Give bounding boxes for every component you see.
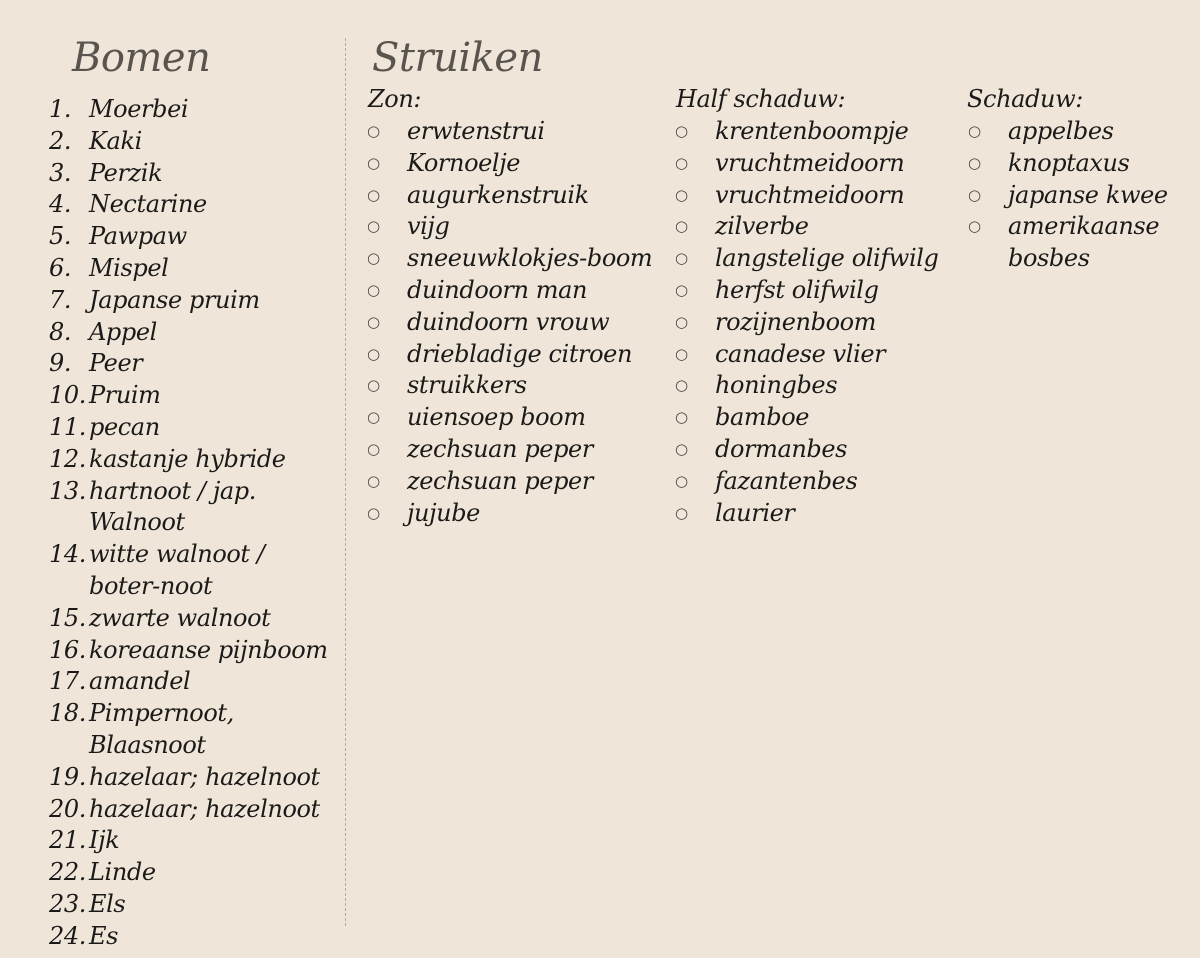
column-divider <box>345 38 346 926</box>
tree-list-item <box>49 921 341 953</box>
tree-name: Pimpernoot, Blaasnoot <box>89 699 234 759</box>
tree-list-item <box>49 285 341 317</box>
tree-name: kastanje hybride <box>89 444 286 473</box>
tree-name: Nectarine <box>89 190 207 219</box>
bullet-icon: ○ <box>968 185 981 204</box>
bullet-icon: ○ <box>367 249 380 268</box>
list-number: 19. <box>49 762 86 791</box>
list-number: 4. <box>49 190 72 219</box>
tree-name: koreaanse pijnboom <box>89 635 328 664</box>
bullet-icon: ○ <box>367 280 380 299</box>
half-shade-shrub-item <box>675 243 965 275</box>
tree-list-item <box>49 189 341 221</box>
half-shade-shrub-item <box>675 339 965 371</box>
bullet-icon: ○ <box>367 439 380 458</box>
bullet-icon: ○ <box>675 471 688 490</box>
tree-name: witte walnoot / boter-noot <box>89 540 265 600</box>
shrub-name: amerikaanse bosbes <box>1008 212 1160 273</box>
tree-name: Kaki <box>89 126 142 155</box>
sun-shrub-item <box>367 243 667 275</box>
shrub-name: jujube <box>407 498 480 527</box>
half-shade-shrub-item <box>675 402 965 434</box>
shrub-name: zechsuan peper <box>407 434 593 463</box>
shrub-name: herfst olifwilg <box>715 275 879 304</box>
sun-label: Zon: <box>368 85 422 113</box>
list-number: 12. <box>49 444 86 473</box>
list-number: 9. <box>49 349 72 378</box>
bullet-icon: ○ <box>675 249 688 268</box>
tree-name: Appel <box>89 317 157 346</box>
tree-name: Peer <box>89 349 143 378</box>
bullet-icon: ○ <box>968 153 981 172</box>
shrub-name: Kornoelje <box>407 148 521 177</box>
half-shade-shrub-item <box>675 148 965 180</box>
sun-shrub-item <box>367 275 667 307</box>
bullet-icon: ○ <box>968 122 981 140</box>
shade-shrub-item <box>968 148 1196 180</box>
shade-label: Schaduw: <box>967 85 1083 113</box>
tree-list-item <box>49 221 341 253</box>
half-shade-shrub-item <box>675 211 965 243</box>
tree-name: Pawpaw <box>89 222 187 251</box>
sun-shrub-item <box>367 148 667 180</box>
tree-name: zwarte walnoot <box>89 603 271 632</box>
half-shade-shrub-item <box>675 498 965 530</box>
shrub-name: vruchtmeidoorn <box>715 180 905 209</box>
tree-name: pecan <box>89 412 160 441</box>
shrub-name: uiensoep boom <box>407 403 586 432</box>
bullet-icon: ○ <box>675 122 688 140</box>
shrub-name: rozijnenboom <box>715 307 877 336</box>
sun-shrub-item <box>367 498 667 530</box>
tree-list-item <box>49 444 341 476</box>
sun-shrub-item <box>367 211 667 243</box>
shrub-name: sneeuwklokjes-boom <box>407 244 653 273</box>
shrub-name: erwtenstrui <box>407 117 545 145</box>
bullet-icon: ○ <box>367 153 380 172</box>
tree-name: amandel <box>89 667 191 696</box>
bullet-icon: ○ <box>367 503 380 522</box>
list-number: 23. <box>49 889 86 918</box>
shrub-name: augurkenstruik <box>407 180 589 209</box>
bullet-icon: ○ <box>675 312 688 331</box>
tree-name: Perzik <box>89 158 163 187</box>
bullet-icon: ○ <box>367 344 380 363</box>
sun-shrub-item <box>367 370 667 402</box>
list-number: 8. <box>49 317 72 346</box>
shrub-name: duindoorn vrouw <box>407 307 610 336</box>
tree-name: hazelaar; hazelnoot <box>89 762 320 791</box>
list-number: 16. <box>49 635 86 664</box>
bullet-icon: ○ <box>675 217 688 236</box>
half-shade-shrub-item <box>675 434 965 466</box>
shade-shrub-item <box>968 116 1196 148</box>
bullet-icon: ○ <box>675 280 688 299</box>
bullet-icon: ○ <box>367 312 380 331</box>
shrub-name: honingbes <box>715 371 838 400</box>
tree-list-item <box>49 666 341 698</box>
half-shade-shrub-item <box>675 466 965 498</box>
bullet-icon: ○ <box>675 503 688 522</box>
tree-name: Ijk <box>89 826 120 855</box>
sun-shrub-item <box>367 434 667 466</box>
tree-list-item <box>49 380 341 412</box>
half-shade-label: Half schaduw: <box>676 85 846 113</box>
shrub-name: fazantenbes <box>715 466 858 495</box>
tree-name: Linde <box>89 858 156 887</box>
tree-name: Pruim <box>89 381 161 410</box>
sun-shrub-item <box>367 466 667 498</box>
list-number: 7. <box>49 285 72 314</box>
shrub-name: zilverbe <box>715 212 809 241</box>
shrub-name: struikkers <box>407 371 527 400</box>
bullet-icon: ○ <box>367 185 380 204</box>
shrub-name: vijg <box>407 212 450 241</box>
tree-name: Els <box>89 889 126 918</box>
tree-name: Mispel <box>89 253 169 282</box>
tree-list-item <box>49 889 341 921</box>
shrub-name: vruchtmeidoorn <box>715 148 905 177</box>
bullet-icon: ○ <box>675 344 688 363</box>
shrubs-heading: Struiken <box>372 35 543 81</box>
shrub-name: appelbes <box>1008 117 1114 145</box>
shrub-name: krentenboompje <box>715 117 909 145</box>
tree-list-item <box>49 348 341 380</box>
trees-list <box>49 94 341 953</box>
bullet-icon: ○ <box>367 122 380 140</box>
shrub-name: bamboe <box>715 403 810 432</box>
half-shade-shrub-item <box>675 180 965 212</box>
bullet-icon: ○ <box>367 471 380 490</box>
tree-list-item <box>49 253 341 285</box>
shade-shrub-item <box>968 180 1196 212</box>
list-number: 6. <box>49 253 72 282</box>
shrub-name: knoptaxus <box>1008 148 1130 177</box>
shade-shrub-item <box>968 211 1196 275</box>
bullet-icon: ○ <box>675 153 688 172</box>
bullet-icon: ○ <box>367 408 380 427</box>
half-shade-shrub-item <box>675 116 965 148</box>
tree-name: Moerbei <box>89 95 189 123</box>
tree-list-item <box>49 476 341 540</box>
list-number: 11. <box>49 412 86 441</box>
list-number: 24. <box>49 921 86 950</box>
list-number: 15. <box>49 603 86 632</box>
sun-shrub-item <box>367 180 667 212</box>
bullet-icon: ○ <box>367 217 380 236</box>
list-number: 10. <box>49 381 86 410</box>
bullet-icon: ○ <box>675 185 688 204</box>
tree-name: hartnoot / jap. Walnoot <box>89 476 256 537</box>
list-number: 14. <box>49 540 86 569</box>
sun-shrub-item <box>367 402 667 434</box>
shrub-name: duindoorn man <box>407 275 588 304</box>
trees-heading: Bomen <box>72 35 211 81</box>
sun-shrubs-list <box>367 116 667 529</box>
shrub-name: dormanbes <box>715 434 848 463</box>
tree-list-item <box>49 158 341 190</box>
bullet-icon: ○ <box>675 376 688 395</box>
list-number: 22. <box>49 858 86 887</box>
shade-shrubs-list <box>968 116 1196 275</box>
tree-list-item <box>49 539 341 603</box>
tree-list-item <box>49 126 341 158</box>
list-number: 2. <box>49 126 72 155</box>
tree-list-item <box>49 857 341 889</box>
tree-list-item <box>49 825 341 857</box>
tree-list-item <box>49 698 341 762</box>
sun-shrub-item <box>367 116 667 148</box>
shrub-name: canadese vlier <box>715 339 886 368</box>
tree-list-item <box>49 317 341 349</box>
list-number: 20. <box>49 794 86 823</box>
tree-list-item <box>49 603 341 635</box>
tree-name: Japanse pruim <box>89 285 260 314</box>
list-number: 1. <box>49 95 72 123</box>
list-number: 21. <box>49 826 86 855</box>
tree-list-item <box>49 635 341 667</box>
list-number: 5. <box>49 222 72 251</box>
bullet-icon: ○ <box>968 217 981 236</box>
bullet-icon: ○ <box>367 376 380 395</box>
shrub-name: zechsuan peper <box>407 466 593 495</box>
half-shade-shrub-item <box>675 307 965 339</box>
shrub-name: driebladige citroen <box>407 339 633 368</box>
tree-name: Es <box>89 921 119 950</box>
tree-list-item <box>49 412 341 444</box>
half-shade-shrub-item <box>675 275 965 307</box>
half-shade-shrubs-list <box>675 116 965 529</box>
bullet-icon: ○ <box>675 439 688 458</box>
bullet-icon: ○ <box>675 408 688 427</box>
tree-list-item <box>49 762 341 794</box>
tree-list-item <box>49 794 341 826</box>
list-number: 3. <box>49 158 72 187</box>
tree-name: hazelaar; hazelnoot <box>89 794 320 823</box>
shrub-name: japanse kwee <box>1008 180 1168 209</box>
list-number: 17. <box>49 667 86 696</box>
tree-list-item <box>49 94 341 126</box>
shrub-name: laurier <box>715 498 795 527</box>
sun-shrub-item <box>367 307 667 339</box>
half-shade-shrub-item <box>675 370 965 402</box>
sun-shrub-item <box>367 339 667 371</box>
shrub-name: langstelige olifwilg <box>715 244 939 273</box>
list-number: 13. <box>49 476 86 505</box>
list-number: 18. <box>49 699 86 728</box>
